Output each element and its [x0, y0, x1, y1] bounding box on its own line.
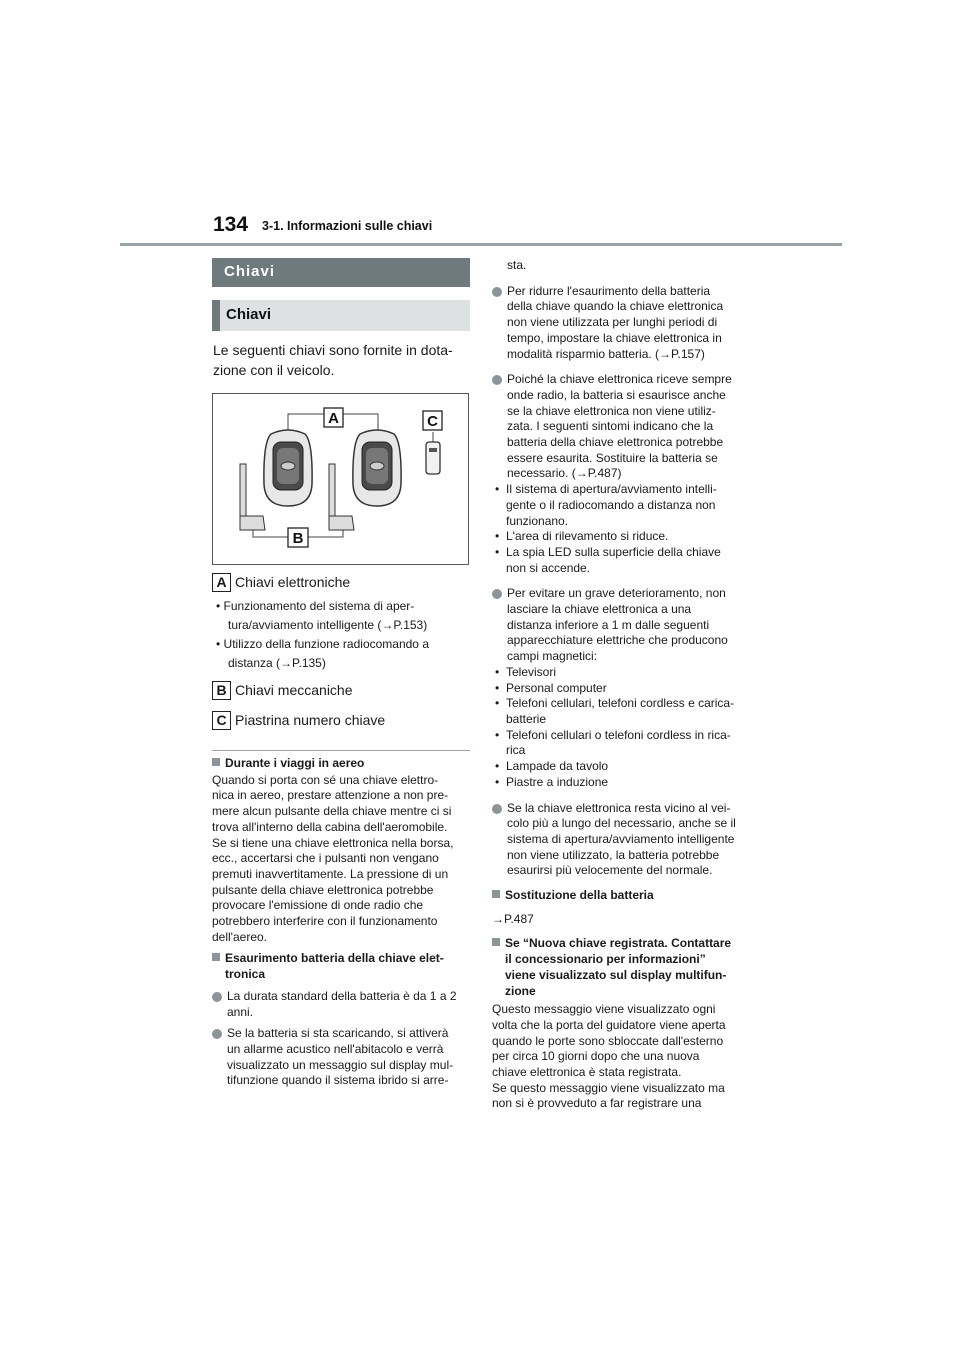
- circle-bullet-icon: [492, 589, 502, 599]
- sub-line: • Utilizzo della funzione radiocomando a: [216, 637, 429, 651]
- circle-bullet-icon: [492, 375, 502, 385]
- figure-label-c: C: [427, 413, 438, 430]
- dash-list-item: [492, 728, 754, 759]
- legend-text-a: Chiavi elettroniche: [235, 574, 351, 590]
- dash-list-item: [492, 665, 754, 681]
- electronic-key-right: [353, 430, 401, 506]
- text-line: Questo messaggio viene visualizzato ogni: [492, 1002, 716, 1017]
- circle-bullet-icon: [492, 804, 502, 814]
- text-line: campi magnetici:: [507, 649, 598, 664]
- text-line: chiave elettronica è stata registrata.: [492, 1065, 682, 1080]
- bullet-deterioramento: [492, 586, 754, 665]
- dash-list-item: [492, 696, 754, 727]
- dot-bullet-icon: •: [495, 529, 500, 544]
- circle-bullet-icon: [212, 1029, 222, 1039]
- text-line: volta che la porta del guidatore viene aperta: [492, 1017, 726, 1032]
- legend-item-c: [212, 711, 385, 730]
- square-bullet-icon: [212, 758, 220, 766]
- sub-line: • Funzionamento del sistema di aper-: [216, 599, 415, 613]
- heading-sostituzione: Sostituzione della batteria: [492, 888, 754, 904]
- text-line: pulsante della chiave elettronica potrebbe: [212, 882, 434, 897]
- main-heading: Chiavi: [224, 263, 276, 280]
- text-line: per circa 10 giorni dopo che una nuova: [492, 1049, 700, 1064]
- dot-bullet-icon: •: [495, 680, 500, 695]
- text-line: non viene utilizzato, la batteria potrebbe: [507, 847, 720, 862]
- text-line: batterie: [506, 711, 547, 726]
- text-line: sistema di apertura/avviamento intelligente: [507, 831, 735, 846]
- text-line: Personal computer: [506, 680, 607, 695]
- text-line: onde radio, la batteria si esaurisce anche: [507, 387, 726, 402]
- heading-nuova-chiave: Se “Nuova chiave registrata. Contattare il concessionario per informazioni” viene visualizzato sul display multifun- zione: [492, 936, 754, 999]
- keys-figure: [212, 393, 469, 565]
- dash-list-apparecchiature: [492, 665, 754, 791]
- text-line: nica in aereo, prestare attenzione a non pre-: [212, 788, 449, 803]
- figure-label-b: B: [292, 530, 304, 547]
- legend-text-b: Chiavi meccaniche: [235, 682, 353, 698]
- continued-text: sta.: [507, 258, 527, 272]
- text-line: Il sistema di apertura/avviamento intelli-: [506, 482, 717, 497]
- paragraph-aereo: [212, 773, 474, 946]
- intro-text: [213, 340, 473, 380]
- text-line: Lampade da tavolo: [506, 759, 609, 774]
- text-line: essere esaurita. Sostituire la batteria se: [507, 450, 718, 465]
- text-line: visualizzato un messaggio sul display mul-: [227, 1057, 454, 1072]
- text-line: anni.: [227, 1004, 254, 1019]
- text-line: Per evitare un grave deterioramento, non: [507, 586, 726, 601]
- legend-label-b: B: [212, 681, 231, 700]
- legend-text-c: Piastrina numero chiave: [235, 712, 386, 728]
- bullet-durata: [212, 989, 474, 1020]
- text-line: La spia LED sulla superficie della chiave: [506, 544, 721, 559]
- text-line: Per ridurre l'esaurimento della batteria: [507, 283, 711, 298]
- circle-bullet-icon: [212, 992, 222, 1002]
- bullet-risparmio: [492, 284, 754, 363]
- text-line: non si accende.: [506, 560, 591, 575]
- text-line: un allarme acustico nell'abitacolo e verrà: [227, 1041, 444, 1056]
- dash-list-sintomi: [492, 482, 754, 576]
- text-line: Quando si porta con sé una chiave elettro-: [212, 772, 439, 787]
- text-line: Se si tiene una chiave elettronica nella borsa,: [212, 835, 454, 850]
- text-line: L'area di rilevamento si riduce.: [506, 529, 669, 544]
- text-line: mere alcun pulsante della chiave mentre ci si: [212, 804, 452, 819]
- text-line: Telefoni cellulari, telefoni cordless e carica-: [506, 696, 735, 711]
- mechanical-key-left: [240, 464, 265, 530]
- text-line: quando le porte sono sbloccate dall'esterno: [492, 1033, 724, 1048]
- dot-bullet-icon: •: [495, 664, 500, 679]
- intro-line: Le seguenti chiavi sono fornite in dota-: [213, 342, 453, 358]
- text-line: esaurirsi più velocemente del normale.: [507, 863, 713, 878]
- key-number-plate: [426, 442, 440, 474]
- text-line: ecc., accertarsi che i pulsanti non vengano: [212, 851, 439, 866]
- text-line: tifunzione quando il sistema ibrido si arre-: [227, 1073, 449, 1088]
- heading-esaurimento: Esaurimento batteria della chiave elet- tronica: [212, 951, 474, 982]
- main-heading-bar: [212, 258, 470, 287]
- text-line: funzionano.: [506, 513, 569, 528]
- text-line: trova all'interno della cabina dell'aeromobile.: [212, 819, 448, 834]
- text-line: Telefoni cellulari o telefoni cordless in rica-: [506, 727, 731, 742]
- sub-line: tura/avviamento intelligente (→P.153): [228, 618, 428, 632]
- heading-durante: Durante i viaggi in aereo: [212, 756, 474, 772]
- mechanical-key-right: [329, 464, 354, 530]
- text-line: se la chiave elettronica non viene utiliz-: [507, 403, 716, 418]
- text-line: tempo, impostare la chiave elettronica in: [507, 330, 722, 345]
- dot-bullet-icon: •: [495, 696, 500, 711]
- square-bullet-icon: [492, 890, 500, 898]
- dash-list-item: [492, 545, 754, 576]
- text-line: rica: [506, 743, 526, 758]
- text-line: La durata standard della batteria è da 1 a 2: [227, 988, 457, 1003]
- text-line: zata. I seguenti sintomi indicano che la: [507, 419, 714, 434]
- dash-list-item: [492, 775, 754, 791]
- text-line: colo più a lungo del necessario, anche se il: [507, 816, 736, 831]
- intro-line: zione con il veicolo.: [213, 362, 335, 378]
- page-reference: →P.487: [492, 911, 534, 926]
- text-line: non si è provveduto a far registrare una: [492, 1096, 702, 1111]
- dot-bullet-icon: •: [495, 727, 500, 742]
- section-title: 3-1. Informazioni sulle chiavi: [262, 219, 433, 233]
- text-line: Piastre a induzione: [506, 774, 609, 789]
- text-line: Se la chiave elettronica resta vicino al vei-: [507, 800, 731, 815]
- sub-line: distanza (→P.135): [228, 656, 326, 670]
- bullet-vicino-veicolo: [492, 801, 754, 880]
- text-line: potrebbero interferire con il funzionamento: [212, 914, 438, 929]
- text-line: della chiave quando la chiave elettronica: [507, 299, 724, 314]
- dot-bullet-icon: •: [495, 544, 500, 559]
- text-line: necessario. (→P.487): [507, 466, 622, 481]
- dash-list-item: [492, 482, 754, 529]
- sub-heading: Chiavi: [226, 306, 272, 323]
- keys-illustration: [213, 394, 468, 564]
- legend-label-c: C: [212, 711, 231, 730]
- dot-bullet-icon: •: [495, 759, 500, 774]
- legend-item-b: [212, 681, 353, 700]
- text-line: lasciare la chiave elettronica a una: [507, 602, 692, 617]
- dot-bullet-icon: •: [495, 482, 500, 497]
- text-line: distanza inferiore a 1 m dalle seguenti: [507, 617, 710, 632]
- text-line: non viene utilizzata per lunghi periodi di: [507, 315, 718, 330]
- legend-item-a: [212, 573, 350, 592]
- right-column: [492, 258, 754, 1112]
- text-line: modalità risparmio batteria. (→P.157): [507, 346, 705, 361]
- section-divider: [212, 750, 470, 751]
- square-bullet-icon: [212, 953, 220, 961]
- circle-bullet-icon: [492, 287, 502, 297]
- legend-label-a: A: [212, 573, 231, 592]
- left-column: [212, 756, 474, 1089]
- dot-bullet-icon: •: [495, 774, 500, 789]
- square-bullet-icon: [492, 938, 500, 946]
- dash-list-item: [492, 681, 754, 697]
- figure-label-a: A: [328, 410, 339, 427]
- dash-list-item: [492, 759, 754, 775]
- text-line: apparecchiature elettriche che producono: [507, 633, 728, 648]
- text-line: Televisori: [506, 664, 557, 679]
- dash-list-item: [492, 529, 754, 545]
- text-line: premuti inavvertitamente. La pressione di un: [212, 866, 449, 881]
- legend-sub-list: [216, 597, 429, 673]
- sub-heading-bar: [212, 300, 470, 331]
- page-number: 134: [213, 213, 249, 236]
- header-rule: [120, 243, 842, 246]
- text-line: gente o il radiocomando a distanza non: [506, 497, 716, 512]
- bullet-onde-radio: [492, 372, 754, 482]
- text-line: batteria della chiave elettronica potrebbe: [507, 435, 724, 450]
- text-line: Se la batteria si sta scaricando, si attiverà: [227, 1026, 449, 1041]
- text-line: Poiché la chiave elettronica riceve sempre: [507, 372, 732, 387]
- electronic-key-left: [264, 430, 312, 506]
- text-line: Se questo messaggio viene visualizzato ma: [492, 1080, 725, 1095]
- text-line: provocare l'emissione di onde radio che: [212, 898, 424, 913]
- text-line: dell'aereo.: [212, 929, 267, 944]
- bullet-scaricando: [212, 1026, 474, 1089]
- paragraph-messaggio: [492, 1002, 754, 1112]
